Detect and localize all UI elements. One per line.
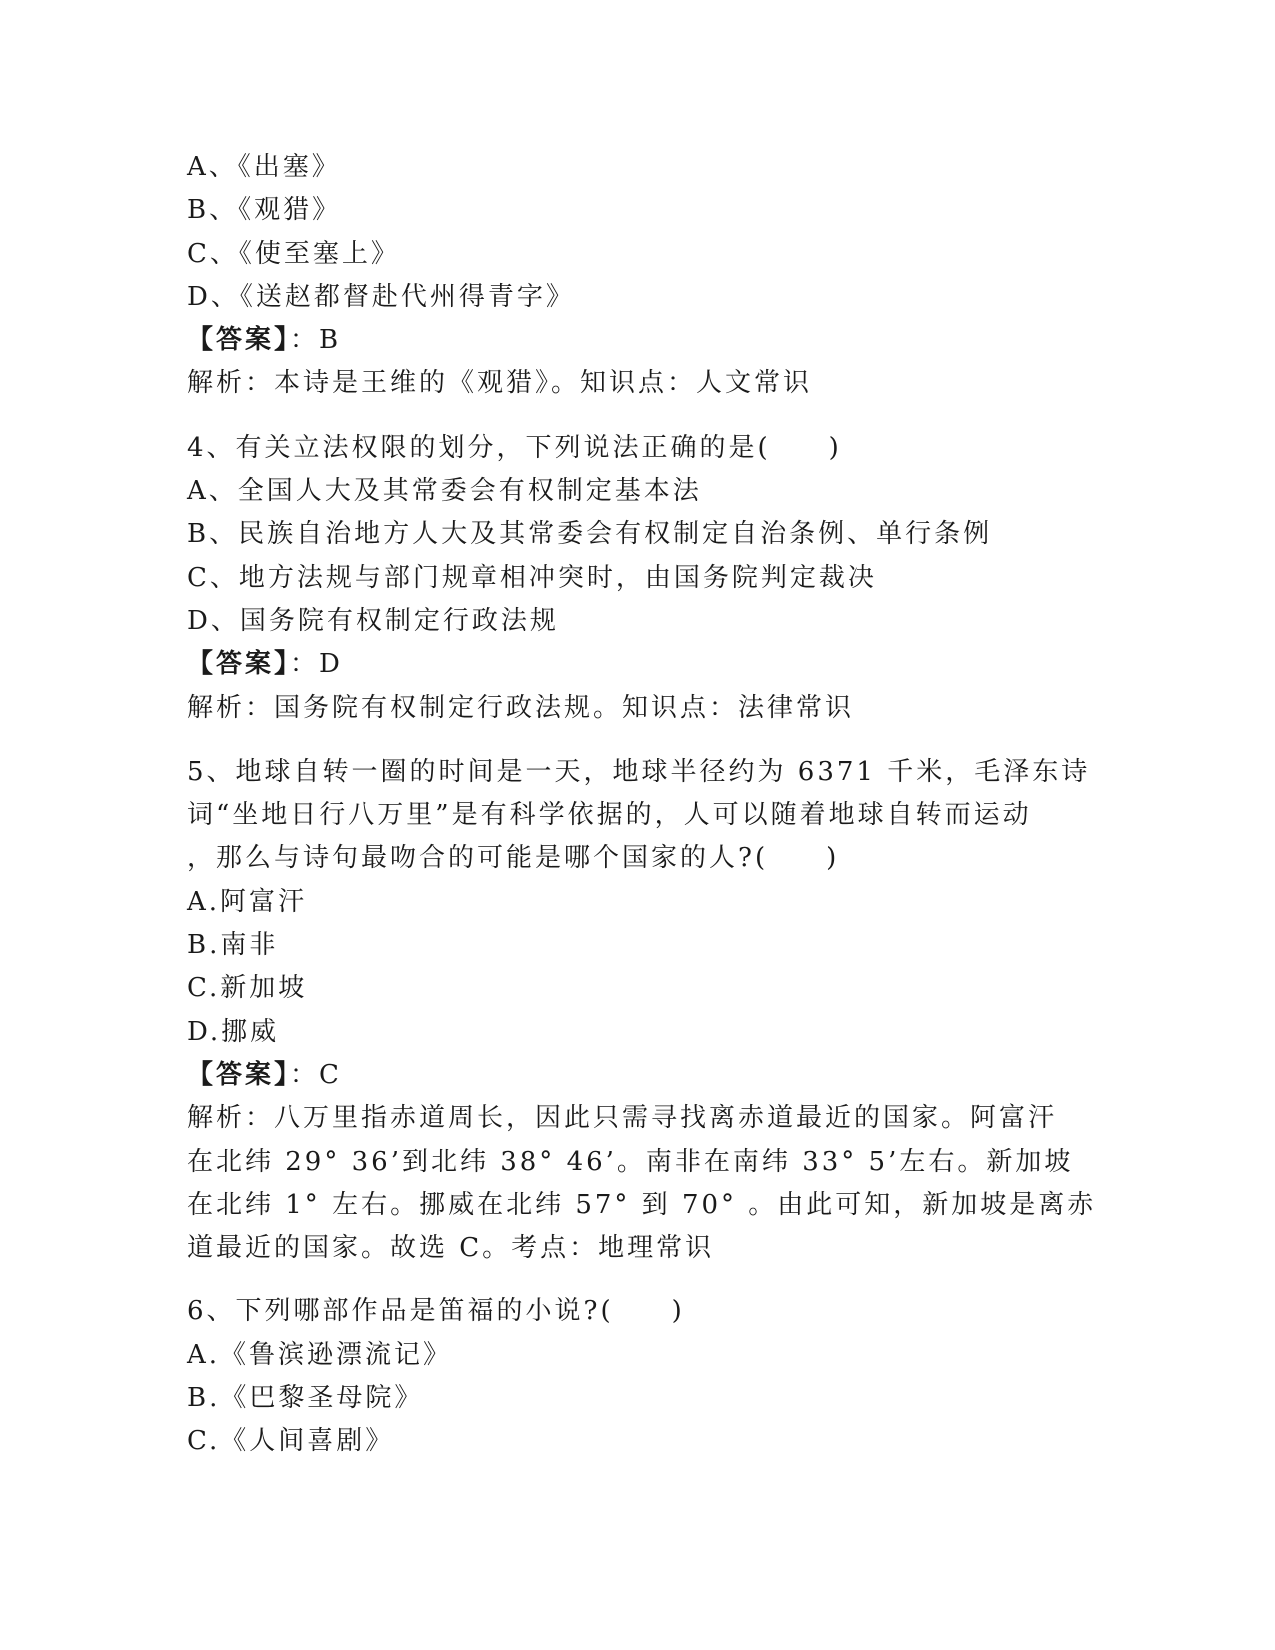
option-b: B、《观猎》	[187, 195, 342, 226]
answer-label: 【答案】	[187, 1059, 291, 1090]
spacer	[187, 730, 1087, 751]
answer-line	[187, 643, 1087, 686]
answer-label: 【答案】	[187, 325, 291, 356]
question-text-line: 5、地球自转一圈的时间是一天，地球半径约为 6371 千米，毛泽东诗	[187, 756, 1091, 787]
answer-value: ：B	[290, 325, 342, 356]
analysis: 解析：本诗是王维的《观猎》。知识点：人文常识	[187, 368, 813, 399]
option-b: B、民族自治地方人大及其常委会有权制定自治条例、单行条例	[187, 519, 993, 550]
option-d: D、国务院有权制定行政法规	[187, 605, 559, 636]
question-text-line: ，那么与诗句最吻合的可能是哪个国家的人?( )	[187, 843, 840, 874]
analysis-line: 道最近的国家。故选 C。考点：地理常识	[187, 1233, 715, 1264]
analysis-line: 在北纬 1° 左右。挪威在北纬 57° 到 70° 。由此可知，新加坡是离赤	[187, 1189, 1097, 1220]
option-a: A、全国人大及其常委会有权制定基本法	[187, 476, 702, 507]
option-c: C.《人间喜剧》	[187, 1426, 395, 1457]
spacer	[187, 406, 1087, 427]
option-a: A、《出塞》	[187, 152, 341, 182]
answer-line	[187, 319, 1087, 362]
answer-value: ：D	[290, 649, 343, 680]
option-b: B.南非	[187, 930, 279, 961]
question-3	[187, 146, 1087, 406]
answer-value: ：C	[290, 1059, 342, 1090]
option-d: D、《送赵都督赴代州得青字》	[187, 281, 575, 312]
question-text-line: 词“坐地日行八万里”是有科学依据的，人可以随着地球自转而运动	[187, 800, 1032, 831]
question-4	[187, 427, 1087, 730]
question-5	[187, 751, 1097, 1271]
question-text: 6、下列哪部作品是笛福的小说?( )	[187, 1296, 685, 1327]
option-c: C、《使至塞上》	[187, 238, 400, 269]
option-d: D.挪威	[187, 1016, 280, 1047]
option-c: C、地方法规与部门规章相冲突时，由国务院判定裁决	[187, 562, 877, 593]
answer-label: 【答案】	[187, 649, 291, 680]
option-c: C.新加坡	[187, 973, 308, 1004]
option-a: A.《鲁滨逊漂流记》	[187, 1339, 453, 1370]
spacer	[187, 1270, 1087, 1290]
analysis: 解析：国务院有权制定行政法规。知识点：法律常识	[187, 692, 855, 723]
analysis-line: 在北纬 29° 36’到北纬 38° 46’。南非在南纬 33° 5’左右。新加坡	[187, 1146, 1074, 1177]
option-b: B.《巴黎圣母院》	[187, 1383, 424, 1414]
question-6	[187, 1290, 1087, 1463]
analysis-line: 解析：八万里指赤道周长，因此只需寻找离赤道最近的国家。阿富汗	[187, 1103, 1058, 1134]
answer-line	[187, 1054, 1087, 1097]
document-content	[187, 146, 1097, 1464]
option-a: A.阿富汗	[187, 886, 308, 917]
question-text: 4、有关立法权限的划分，下列说法正确的是( )	[187, 432, 842, 463]
